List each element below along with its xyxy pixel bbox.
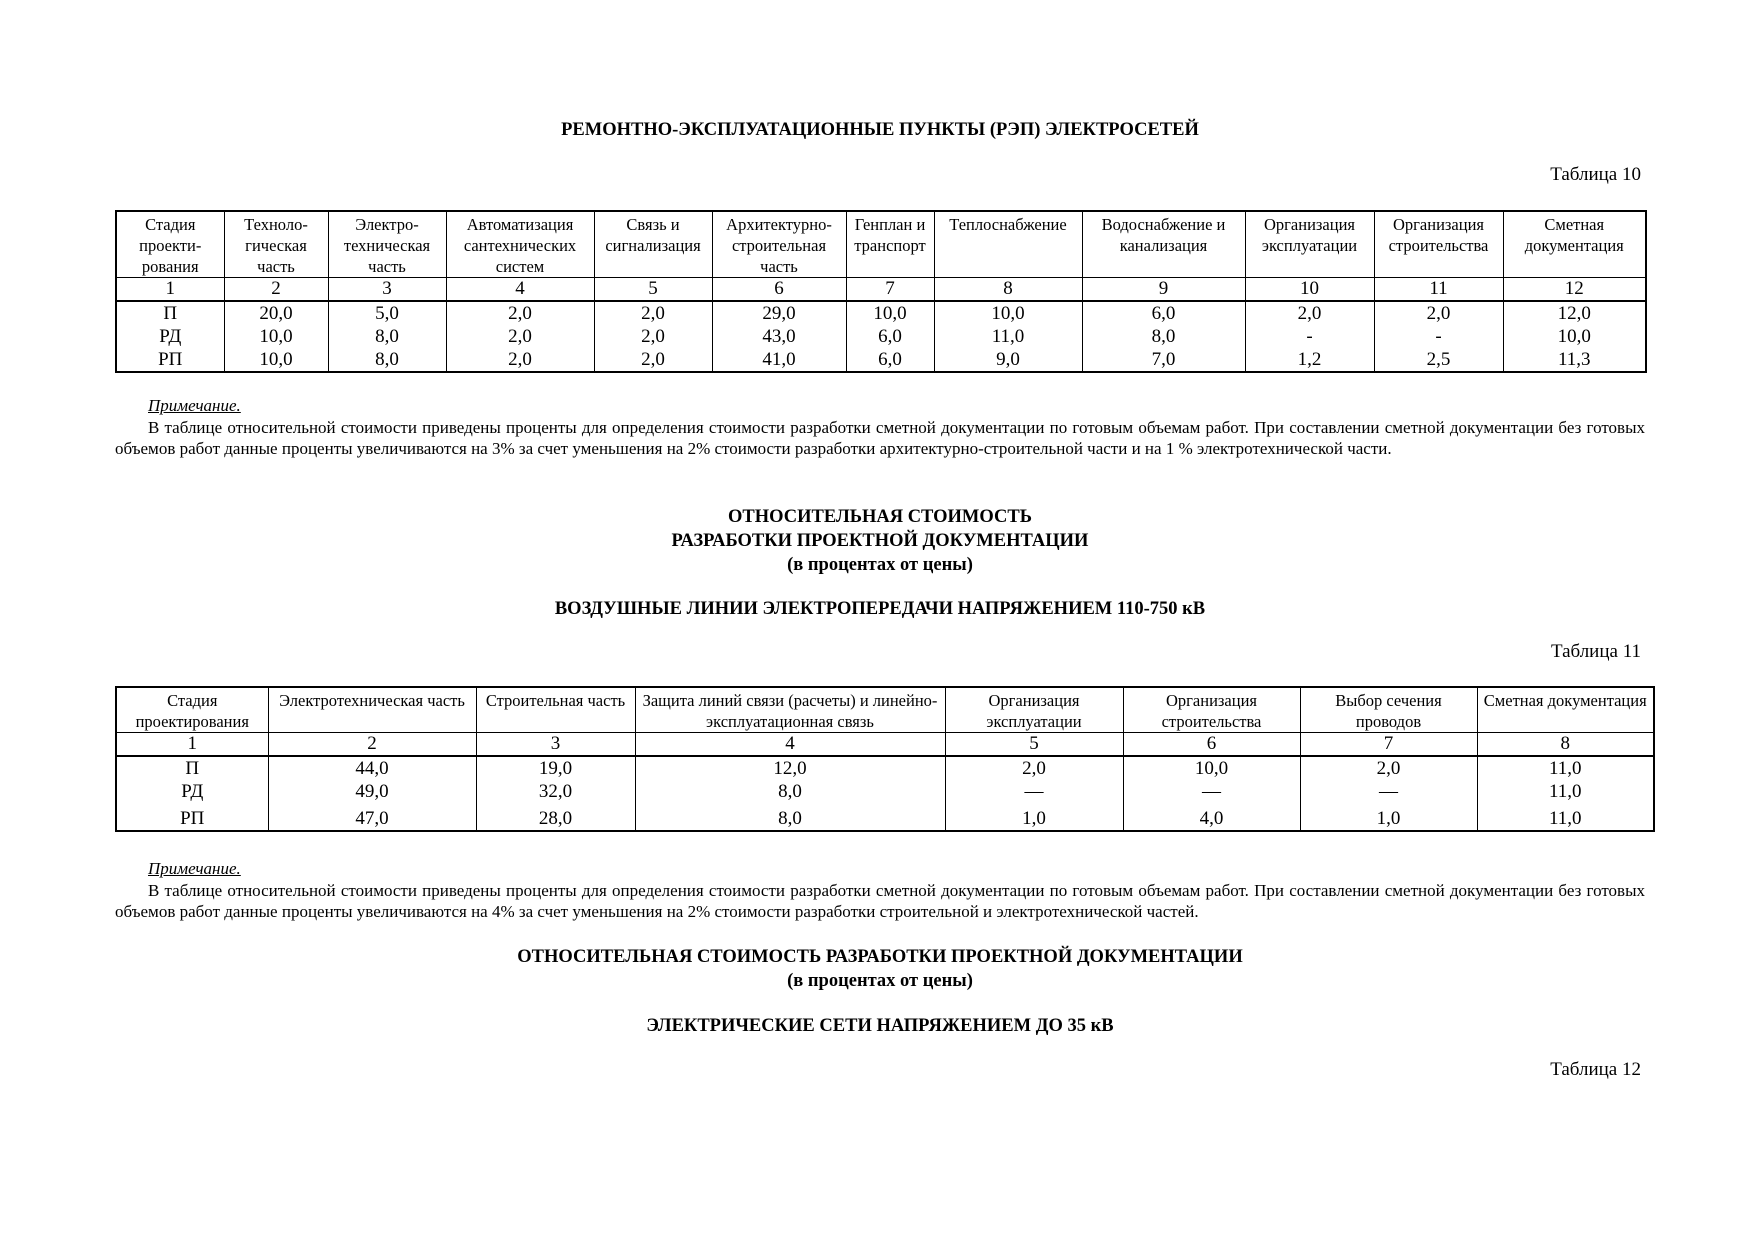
cell: 47,0 (268, 807, 476, 831)
column-number: 1 (116, 278, 224, 302)
heading-line: РАЗРАБОТКИ ПРОЕКТНОЙ ДОКУМЕНТАЦИИ (671, 531, 1089, 551)
header-cell: Организация эксплуатации (1245, 211, 1374, 278)
section-es (115, 945, 1645, 993)
cell: 10,0 (224, 348, 328, 372)
cell: 49,0 (268, 780, 476, 807)
note-title: Примечание. (148, 396, 241, 415)
cell: РД (116, 325, 224, 348)
table-label: Таблица 12 (1550, 1059, 1641, 1080)
cell: - (1245, 325, 1374, 348)
cell: 6,0 (1082, 301, 1245, 325)
table-11 (115, 686, 1655, 832)
table-label: Таблица 11 (1550, 641, 1641, 662)
table-row (116, 301, 1646, 325)
cell: 8,0 (328, 325, 446, 348)
cell: 41,0 (712, 348, 846, 372)
column-number: 8 (1477, 733, 1654, 757)
column-number: 3 (476, 733, 635, 757)
cell: 1,2 (1245, 348, 1374, 372)
cell: 8,0 (328, 348, 446, 372)
heading-line: ОТНОСИТЕЛЬНАЯ СТОИМОСТЬ РАЗРАБОТКИ ПРОЕКТНОЙ ДОКУМЕНТАЦИИ (517, 947, 1243, 967)
cell: 11,0 (1477, 780, 1654, 807)
note-block-11 (115, 858, 1645, 922)
cell: 6,0 (846, 325, 934, 348)
table-row (116, 756, 1654, 780)
header-cell: Генплан и транспорт (846, 211, 934, 278)
header-cell: Организация строительства (1374, 211, 1503, 278)
table-label: Таблица 10 (1550, 164, 1641, 185)
cell: 8,0 (635, 780, 945, 807)
header-cell: Стадия проекти-рования (116, 211, 224, 278)
cell: 2,5 (1374, 348, 1503, 372)
section-vl (115, 505, 1645, 577)
section-rep (115, 118, 1645, 142)
column-number: 7 (1300, 733, 1477, 757)
note-block-10 (115, 395, 1645, 459)
cell: 2,0 (446, 301, 594, 325)
cell: 1,0 (945, 807, 1123, 831)
table-10 (115, 210, 1647, 373)
cell: 11,0 (1477, 807, 1654, 831)
cell: РП (116, 807, 268, 831)
header-cell: Сметная документация (1477, 687, 1654, 733)
header-cell: Архитектурно-строительная часть (712, 211, 846, 278)
column-number: 4 (635, 733, 945, 757)
cell: П (116, 301, 224, 325)
table-row (116, 780, 1654, 807)
cell: РП (116, 348, 224, 372)
cell: 43,0 (712, 325, 846, 348)
header-cell: Техноло-гическая часть (224, 211, 328, 278)
cell: 11,3 (1503, 348, 1646, 372)
header-cell: Стадия проектирования (116, 687, 268, 733)
cell: 9,0 (934, 348, 1082, 372)
column-number: 11 (1374, 278, 1503, 302)
cell: 12,0 (1503, 301, 1646, 325)
heading-line: (в процентах от цены) (787, 971, 973, 991)
section-title: РЕМОНТНО-ЭКСПЛУАТАЦИОННЫЕ ПУНКТЫ (РЭП) ЭЛЕКТРОСЕТЕЙ (561, 120, 1199, 140)
cell: 1,0 (1300, 807, 1477, 831)
cell: 8,0 (1082, 325, 1245, 348)
cell: П (116, 756, 268, 780)
note-text: В таблице относительной стоимости приведены проценты для определения стоимости разработки сметной документации по готовым объемам работ. При составлении сметной документации без готовых объемов работ данные проценты увеличиваются на 4% за счет уменьшения на 2% стоимости разработки строительной и электротехнической частей. (115, 881, 1645, 921)
cell: 10,0 (1503, 325, 1646, 348)
table-row (116, 348, 1646, 372)
header-cell: Автоматизация сантехнических систем (446, 211, 594, 278)
cell: 12,0 (635, 756, 945, 780)
header-cell: Электротехническая часть (268, 687, 476, 733)
column-number: 10 (1245, 278, 1374, 302)
header-cell: Теплоснабжение (934, 211, 1082, 278)
cell: 10,0 (224, 325, 328, 348)
cell: 4,0 (1123, 807, 1300, 831)
header-cell: Водоснабжение и канализация (1082, 211, 1245, 278)
cell: 10,0 (1123, 756, 1300, 780)
column-number: 7 (846, 278, 934, 302)
cell: 2,0 (1245, 301, 1374, 325)
cell: 5,0 (328, 301, 446, 325)
cell: - (1374, 325, 1503, 348)
cell: 11,0 (1477, 756, 1654, 780)
cell: 10,0 (934, 301, 1082, 325)
header-cell: Электро-техническая часть (328, 211, 446, 278)
cell: — (1123, 780, 1300, 807)
cell: 2,0 (1300, 756, 1477, 780)
cell: 2,0 (594, 348, 712, 372)
column-number: 5 (594, 278, 712, 302)
column-number: 6 (1123, 733, 1300, 757)
header-cell: Организация строительства (1123, 687, 1300, 733)
column-number: 9 (1082, 278, 1245, 302)
header-cell: Связь и сигнализация (594, 211, 712, 278)
cell: 28,0 (476, 807, 635, 831)
column-number: 3 (328, 278, 446, 302)
column-number: 6 (712, 278, 846, 302)
column-number: 1 (116, 733, 268, 757)
cell: 2,0 (594, 301, 712, 325)
cell: 2,0 (446, 348, 594, 372)
header-cell: Строительная часть (476, 687, 635, 733)
column-number: 4 (446, 278, 594, 302)
cell: 2,0 (945, 756, 1123, 780)
heading-line: ОТНОСИТЕЛЬНАЯ СТОИМОСТЬ (728, 507, 1032, 527)
cell: — (945, 780, 1123, 807)
column-number: 12 (1503, 278, 1646, 302)
cell: РД (116, 780, 268, 807)
cell: 29,0 (712, 301, 846, 325)
cell: 44,0 (268, 756, 476, 780)
cell: 11,0 (934, 325, 1082, 348)
cell: — (1300, 780, 1477, 807)
cell: 2,0 (1374, 301, 1503, 325)
table-row (116, 325, 1646, 348)
cell: 7,0 (1082, 348, 1245, 372)
header-cell: Организация эксплуатации (945, 687, 1123, 733)
header-cell: Защита линий связи (расчеты) и линейно-эксплуатационная связь (635, 687, 945, 733)
section-title: ЭЛЕКТРИЧЕСКИЕ СЕТИ НАПРЯЖЕНИЕМ ДО 35 кВ (646, 1016, 1114, 1036)
cell: 19,0 (476, 756, 635, 780)
note-title: Примечание. (148, 859, 241, 878)
section-title: ВОЗДУШНЫЕ ЛИНИИ ЭЛЕКТРОПЕРЕДАЧИ НАПРЯЖЕНИЕМ 110-750 кВ (554, 599, 1206, 619)
cell: 32,0 (476, 780, 635, 807)
header-cell: Выбор сечения проводов (1300, 687, 1477, 733)
cell: 20,0 (224, 301, 328, 325)
column-number: 2 (224, 278, 328, 302)
column-number: 5 (945, 733, 1123, 757)
column-number: 8 (934, 278, 1082, 302)
header-cell: Сметная документация (1503, 211, 1646, 278)
cell: 2,0 (446, 325, 594, 348)
table-row (116, 807, 1654, 831)
cell: 10,0 (846, 301, 934, 325)
note-text: В таблице относительной стоимости приведены проценты для определения стоимости разработки сметной документации по готовым объемам работ. При составлении сметной документации без готовых объемов работ данные проценты увеличиваются на 3% за счет уменьшения на 2% стоимости разработки архитектурно-строительной части и на 1 % электротехнической части. (115, 418, 1645, 458)
column-number: 2 (268, 733, 476, 757)
cell: 2,0 (594, 325, 712, 348)
cell: 8,0 (635, 807, 945, 831)
heading-line: (в процентах от цены) (787, 555, 973, 575)
cell: 6,0 (846, 348, 934, 372)
